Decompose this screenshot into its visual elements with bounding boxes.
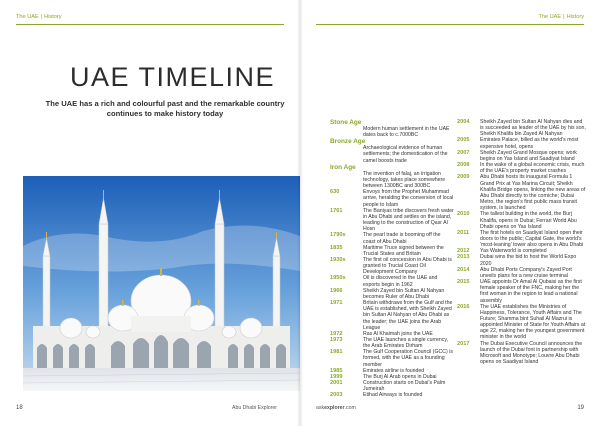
timeline-year: 2017 [457,340,470,347]
timeline-entry [457,150,587,162]
timeline-entry [457,174,587,211]
timeline-column-right [457,119,587,365]
timeline-column-left [330,119,454,399]
timeline-era-heading: Stone Age [330,119,362,126]
timeline-entry [330,380,454,392]
timeline-event-text: The Baniyas tribe discovers fresh water in Abu Dhabi and settles on the island, leading to the construction of Qasr Al Hosn [363,207,454,233]
timeline-era-heading: Bronze Age [330,138,366,146]
timeline-event-text: The UAE establishes the Ministries of Happiness, Tolerance, Youth Affairs and The Future; Shamma bint Suhail Al Mazrui is appointed Minister of State for Youth Affairs at age 22, making her the youngest government minister in the world [480,303,586,341]
mosque-illustration [23,176,300,391]
breadcrumb-separator: | [40,14,43,20]
timeline-year: 2015 [457,279,470,286]
timeline-event-text: The tallest building in the world, the Burj Khalifa, opens in Dubai; Ferrari World Abu Dhabi opens on Yas Island [480,211,577,230]
timeline-event-text: The UAE launches a single currency, the Arab Emirates Dirham [363,337,448,350]
timeline-event-text: Sheikh Zayed Grand Mosque opens; work begins on Yas Island and Saadiyat Island [480,149,577,162]
timeline-year: 1971 [330,300,343,307]
breadcrumb-section: The UAE [538,14,562,20]
timeline-entry [330,300,454,331]
timeline-entry [330,288,454,300]
timeline-year: 2010 [457,211,470,218]
timeline-year: 2013 [457,254,470,261]
timeline-event-text: The invention of falaj, an irrigation technology, takes place somewhere between 1300BC and 300BC [363,170,446,190]
timeline-entry [330,232,454,244]
timeline-year: 2011 [457,229,470,236]
timeline-event-text: The Burj Al Arab opens in Dubai [363,373,437,380]
timeline-event-text: Yas Waterworld is completed [480,248,547,255]
timeline-event-text: Sheikh Zayed bin Sultan Al Nahyan dies and is succeeded as leader of the UAE by his son, Sheikh Khalifa bin Zayed Al Nahyan [480,119,586,138]
timeline-year: 2014 [457,266,470,273]
timeline-entry [457,137,587,149]
timeline-year: 2004 [457,119,470,125]
timeline-event-text: Abu Dhabi Ports Company's Zayed Port unveils plans for a new cruise terminal [480,266,572,279]
timeline-year: 1761 [330,207,343,214]
timeline-event-text: The first oil concession in Abu Dhabi is granted to Trucial Coast Oil Development Company [363,256,452,276]
timeline-year: 2008 [457,162,470,169]
timeline-year: 1985 [330,367,343,374]
breadcrumb-topic: History [566,14,584,20]
left-breadcrumb [16,14,62,20]
website-link[interactable]: askexplorer.com [316,405,356,411]
timeline-event-text: The Dubai Executive Council announces the launch of the Dubai font in partnership with Microsoft and Monotype; Louvre Abu Dhabi opens on Saadiyat Island [480,340,583,366]
timeline-entry [457,254,587,266]
timeline-event-text: Modern human settlement in the UAE dates back to c.7000BC [363,126,450,139]
timeline-year: 2005 [457,137,470,144]
timeline-entry [330,257,454,275]
timeline-year: 1972 [330,330,343,337]
timeline-entry [457,162,587,174]
header-rule [16,24,284,25]
timeline-era-heading: Iron Age [330,163,356,171]
timeline-entry [457,211,587,229]
timeline-year: 2009 [457,174,470,181]
timeline-event-text: Emirates Palace, billed as the world's most expensive hotel, opens [480,137,579,150]
timeline-event-text: Ras Al Khaimah joins the UAE [363,330,433,337]
timeline-year: 1950s [330,275,346,282]
timeline-entry [457,341,587,366]
timeline-year: 2012 [457,248,470,255]
timeline-year: 1981 [330,349,343,356]
timeline-event-text: In the wake of a global economic crisis, much of the UAE's property market crashes [480,162,585,175]
timeline-event-text: Oil is discovered in the UAE and exports begin in 1962 [363,275,438,288]
timeline-year: 1835 [330,244,343,251]
timeline-entry [330,275,454,287]
timeline-entry [330,337,454,349]
spine-gutter [297,0,303,426]
timeline-entry [457,230,587,248]
timeline-year: 2001 [330,380,343,387]
timeline-entry [330,208,454,233]
timeline-year: 2016 [457,303,470,310]
timeline-event-text: The first hotels on Saadiyat Island open their doors to the public; Capital Gate, the world's 'most-leaning' tower also opens in Abu Dhabi [480,229,584,249]
timeline-event-text: Abu Dhabi hosts its inaugural Formula 1 Grand Prix at Yas Marina Circuit; Sheikh Khalifa Bridge opens, linking the new areas of Abu Dhabi directly to the corniche; Dubai Metro, the region's first public mass transit system, is launched [480,174,586,212]
timeline-year: 1930s [330,256,346,263]
timeline-entry [330,189,454,207]
timeline-event-text: Britain withdraws from the Gulf and the UAE is established, with Sheikh Zayed bin Sultan Al Nahyan of Abu Dhabi as the leader; the UAE joins the Arab League [363,300,453,331]
timeline-year: 1790s [330,232,346,239]
header-rule [316,24,584,25]
timeline-event-text: Sheikh Zayed bin Sultan Al Nahyan becomes Ruler of Abu Dhabi [363,287,445,300]
timeline-year: 1973 [330,337,343,343]
timeline-event-text: Envoys from the Prophet Muhammad arrive, heralding the conversion of local people to Islam [363,189,454,208]
timeline-event-text: Emirates airline is founded [363,367,425,374]
timeline-event-text: Maritime Truce signed between the Trucial States and Britain [363,244,444,257]
timeline-event-text: The Gulf Cooperation Council (GCC) is formed, with the UAE as a founding member [363,349,453,368]
timeline-entry [457,119,587,137]
page-subtitle: The UAE has a rich and colourful past and the remarkable country continues to make history today [45,99,285,118]
page-title: UAE TIMELINE [70,62,276,92]
left-page-number: 18 [16,405,23,411]
timeline-event-text: Archaeological evidence of human settlements; the domestication of the camel boosts trade [363,145,448,164]
right-page-number: 19 [577,405,584,411]
timeline-year: 1999 [330,373,343,380]
publication-name: Abu Dhabi Explorer [232,405,277,411]
timeline-entry [330,392,454,398]
breadcrumb-topic: History [44,14,62,20]
timeline-year: 1966 [330,287,343,294]
mosque-photo [23,176,300,391]
timeline-entry [457,279,587,304]
timeline-year: 2007 [457,149,470,156]
timeline-entry [330,245,454,257]
breadcrumb-separator: | [563,14,565,20]
timeline-year: 2003 [330,392,343,399]
timeline-entry [457,267,587,279]
timeline-event-text: UAE appoints Dr Amal Al Qubaisi as the first female speaker of the FNC, making her the first woman in the region to lead a national assembly [480,279,582,304]
timeline-event-text: The pearl trade is booming off the coast of Abu Dhabi [363,232,441,245]
timeline-event-text: Dubai wins the bid to host the World Expo 2020 [480,254,577,267]
timeline-event-text: Etihad Airways is founded [363,392,423,399]
breadcrumb-section: The UAE [16,14,39,20]
timeline-entry [330,349,454,367]
right-breadcrumb [538,14,584,20]
timeline-year: 630 [330,189,340,196]
timeline-entry [457,304,587,341]
timeline-event-text: Construction starts on Dubai's Palm Jumeirah [363,380,446,393]
